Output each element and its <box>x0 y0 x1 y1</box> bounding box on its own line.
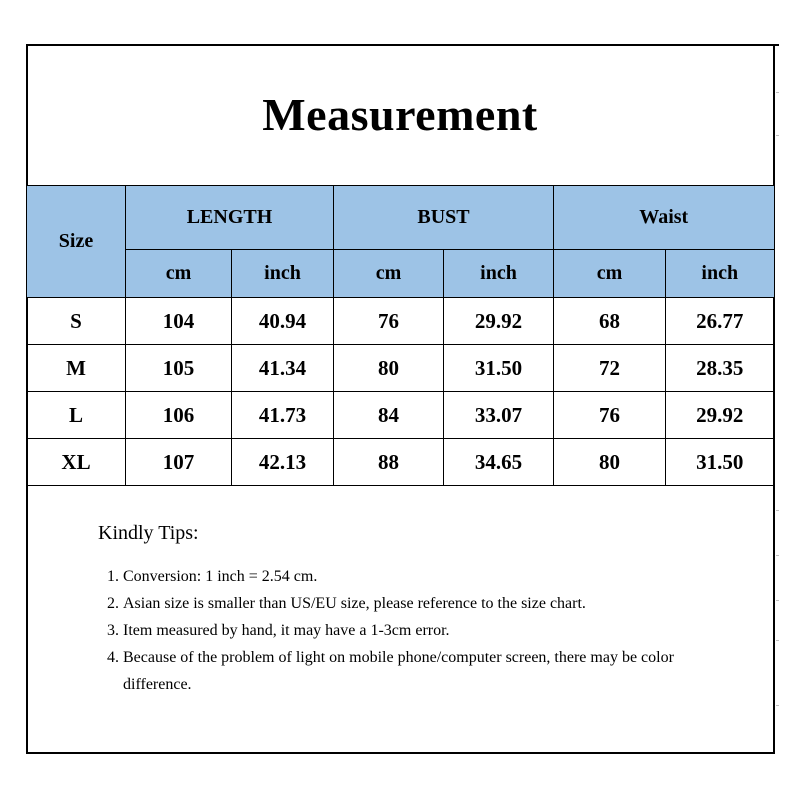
size-cell: L <box>27 392 126 439</box>
table-cell: 29.92 <box>444 298 554 345</box>
grid-tick <box>776 555 779 556</box>
tip-text: Conversion: 1 inch = 2.54 cm. <box>123 568 318 585</box>
tips-title: Kindly Tips: <box>98 522 199 544</box>
table-cell: 88 <box>334 439 444 486</box>
table-cell: 26.77 <box>666 298 774 345</box>
table-row <box>27 345 774 392</box>
grid-tick <box>776 510 779 511</box>
table-cell: 72 <box>554 345 666 392</box>
size-cell: XL <box>27 439 126 486</box>
list-item <box>123 617 683 644</box>
size-cell: M <box>27 345 126 392</box>
tip-text: 4. Because of the problem of light on mobile phone/computer screen, there may be color difference. <box>123 649 674 693</box>
tip-text: Asian size is smaller than US/EU size, please reference to the size chart. <box>123 595 586 612</box>
list-item <box>123 644 683 698</box>
table-cell: 33.07 <box>444 392 554 439</box>
size-header: Size <box>27 186 126 298</box>
table-cell: 31.50 <box>444 345 554 392</box>
grid-tick <box>776 640 779 641</box>
table-cell: 80 <box>554 439 666 486</box>
tip-text: Item measured by hand, it may have a 1-3cm error. <box>123 622 450 639</box>
table-unit-row <box>27 250 774 298</box>
list-item <box>123 590 683 617</box>
unit-header: inch <box>232 250 334 298</box>
tips-list <box>98 563 683 698</box>
table-cell: 106 <box>126 392 232 439</box>
table-cell: 41.73 <box>232 392 334 439</box>
grid-tick <box>776 600 779 601</box>
table-cell: 76 <box>554 392 666 439</box>
list-item <box>123 563 683 590</box>
table-cell: 80 <box>334 345 444 392</box>
table-cell: 34.65 <box>444 439 554 486</box>
grid-tick <box>776 92 779 93</box>
page-title: Measurement <box>262 89 538 140</box>
group-header-bust: BUST <box>334 186 554 250</box>
right-border-tick <box>775 44 779 46</box>
table-cell: 107 <box>126 439 232 486</box>
table-cell: 29.92 <box>666 392 774 439</box>
table-row <box>27 392 774 439</box>
table-cell: 104 <box>126 298 232 345</box>
table-cell: 84 <box>334 392 444 439</box>
group-header-length: LENGTH <box>126 186 334 250</box>
table-row <box>27 298 774 345</box>
size-table <box>26 185 774 486</box>
unit-header: cm <box>126 250 232 298</box>
table-cell: 28.35 <box>666 345 774 392</box>
table-cell: 42.13 <box>232 439 334 486</box>
table-cell: 76 <box>334 298 444 345</box>
unit-header: cm <box>334 250 444 298</box>
table-cell: 40.94 <box>232 298 334 345</box>
table-cell: 41.34 <box>232 345 334 392</box>
group-header-waist: Waist <box>554 186 774 250</box>
grid-tick <box>776 705 779 706</box>
table-header-row <box>27 186 774 250</box>
unit-header: inch <box>666 250 774 298</box>
table-row <box>27 439 774 486</box>
size-cell: S <box>27 298 126 345</box>
table-cell: 68 <box>554 298 666 345</box>
grid-tick <box>776 135 779 136</box>
table-cell: 31.50 <box>666 439 774 486</box>
table-cell: 105 <box>126 345 232 392</box>
unit-header: cm <box>554 250 666 298</box>
tips-section <box>98 520 683 698</box>
unit-header: inch <box>444 250 554 298</box>
